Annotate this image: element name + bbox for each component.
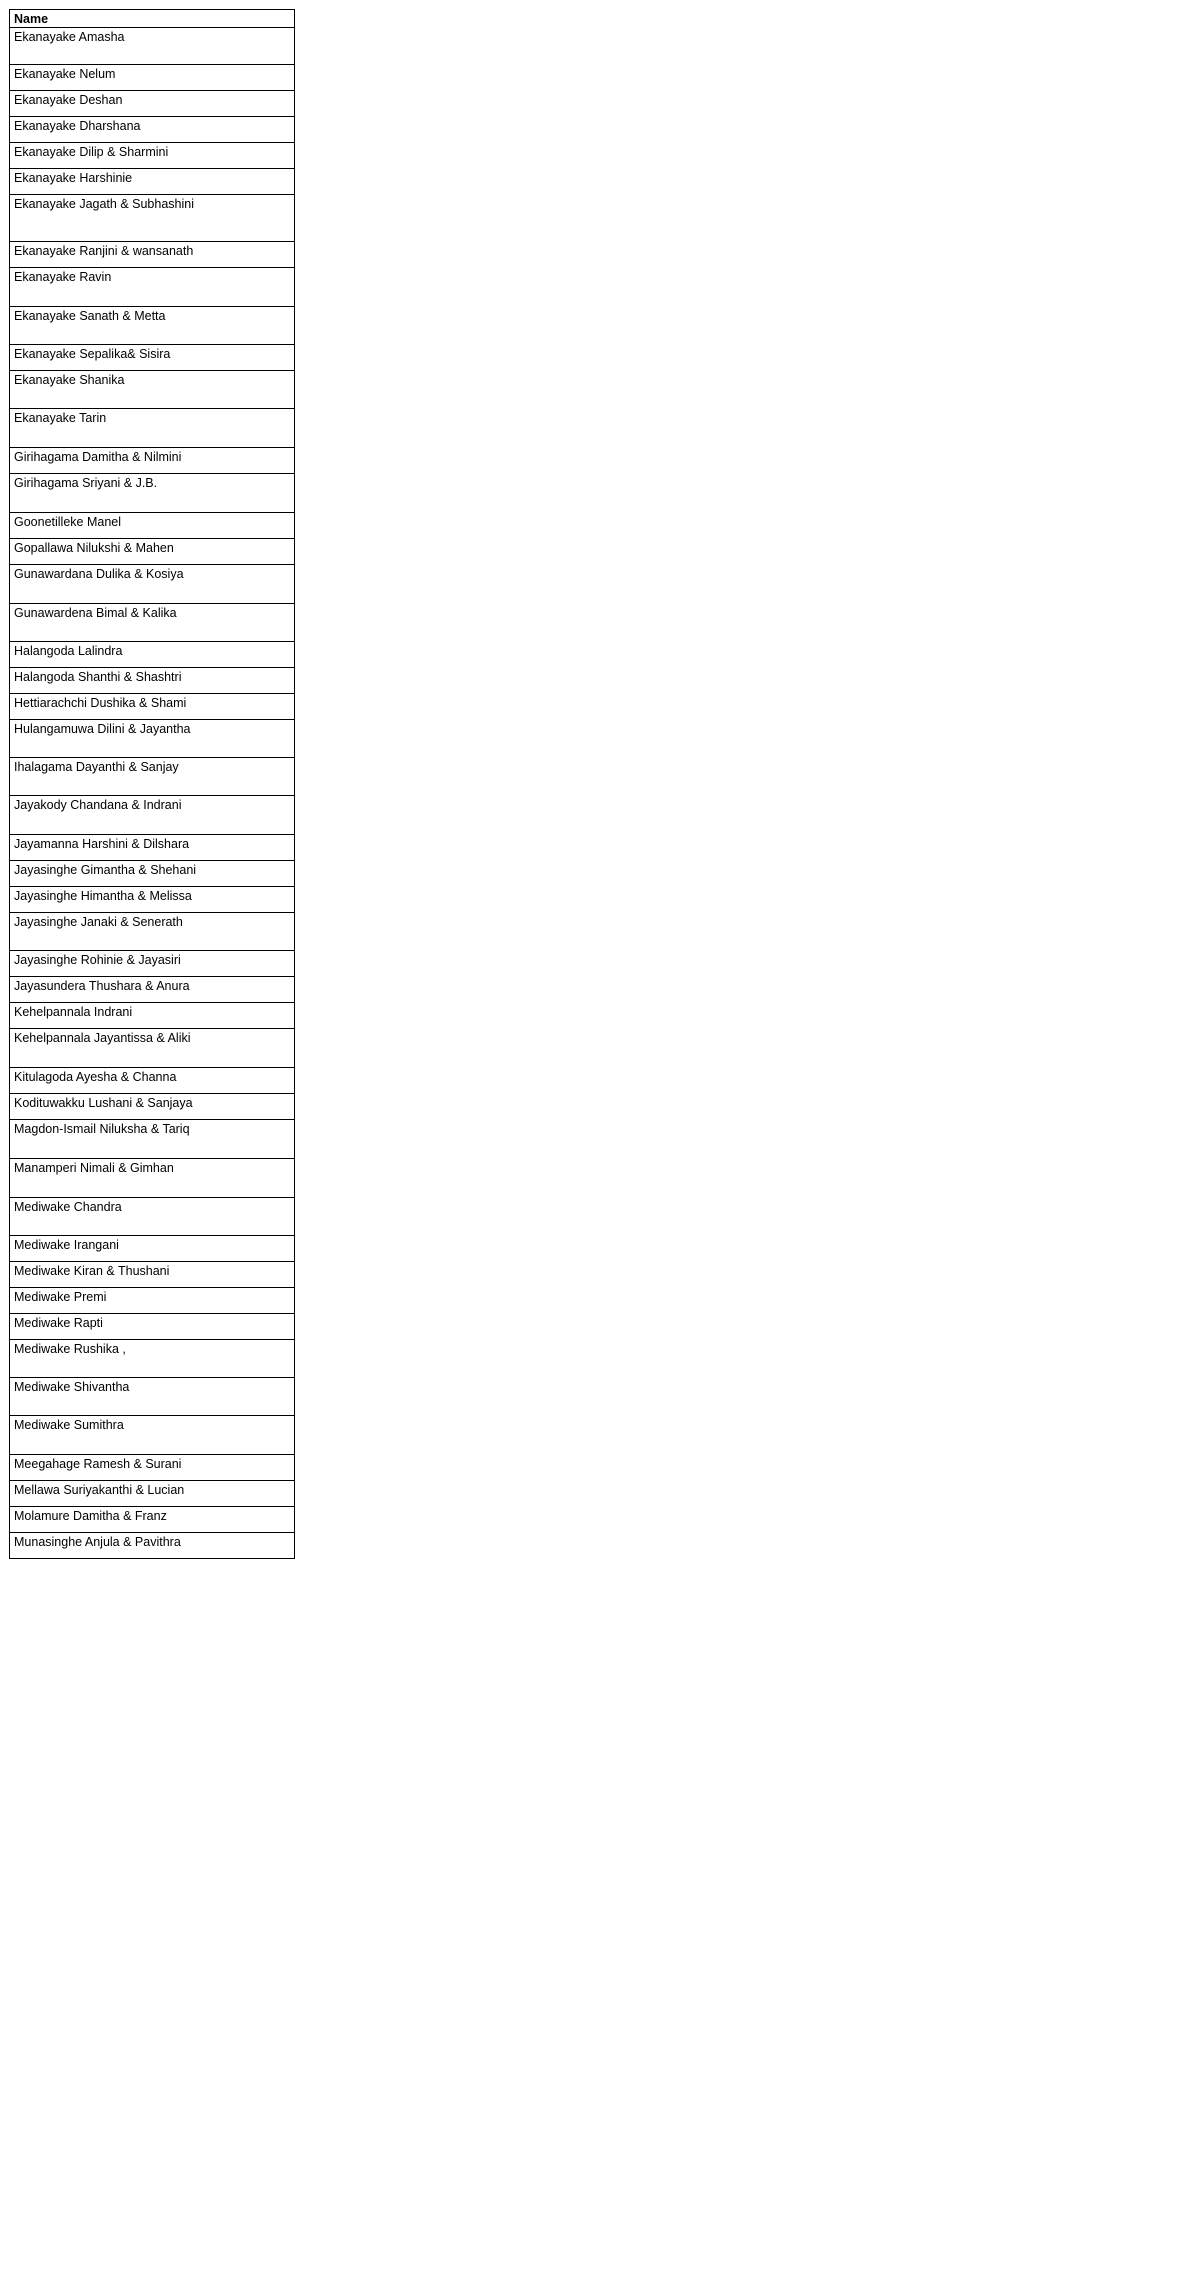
table-row: [10, 1120, 295, 1159]
table-row: [10, 345, 295, 371]
cell-name: Ekanayake Harshinie: [10, 169, 295, 195]
cell-name: Ihalagama Dayanthi & Sanjay: [10, 758, 295, 796]
cell-name: Ekanayake Deshan: [10, 91, 295, 117]
cell-name: Ekanayake Shanika: [10, 371, 295, 409]
table-row: [10, 642, 295, 668]
table-row: [10, 371, 295, 409]
cell-name: Jayamanna Harshini & Dilshara: [10, 835, 295, 861]
cell-name: Gunawardena Bimal & Kalika: [10, 604, 295, 642]
cell-name: Mediwake Shivantha: [10, 1378, 295, 1416]
cell-name: Ekanayake Sanath & Metta: [10, 307, 295, 345]
table-row: [10, 1507, 295, 1533]
cell-name: Ekanayake Dilip & Sharmini: [10, 143, 295, 169]
table-row: [10, 720, 295, 758]
table-row: [10, 1481, 295, 1507]
cell-name: Ekanayake Nelum: [10, 65, 295, 91]
cell-name: Goonetilleke Manel: [10, 513, 295, 539]
table-row: [10, 1159, 295, 1198]
table-row: [10, 1378, 295, 1416]
table-row: [10, 474, 295, 513]
table-row: [10, 539, 295, 565]
cell-name: Jayakody Chandana & Indrani: [10, 796, 295, 835]
table-row: [10, 513, 295, 539]
table-row: [10, 796, 295, 835]
table-row: [10, 1236, 295, 1262]
cell-name: Mediwake Rushika ,: [10, 1340, 295, 1378]
table-row: [10, 758, 295, 796]
cell-name: Ekanayake Amasha: [10, 28, 295, 65]
table-row: [10, 91, 295, 117]
table-row: [10, 565, 295, 604]
table-row: [10, 861, 295, 887]
cell-name: Jayasinghe Rohinie & Jayasiri: [10, 951, 295, 977]
cell-name: Ekanayake Jagath & Subhashini: [10, 195, 295, 242]
cell-name: Hettiarachchi Dushika & Shami: [10, 694, 295, 720]
cell-name: Magdon-Ismail Niluksha & Tariq: [10, 1120, 295, 1159]
table-row: [10, 694, 295, 720]
cell-name: Ekanayake Ranjini & wansanath: [10, 242, 295, 268]
table-row: [10, 195, 295, 242]
table-row: [10, 1288, 295, 1314]
cell-name: Mediwake Premi: [10, 1288, 295, 1314]
cell-name: Kehelpannala Indrani: [10, 1003, 295, 1029]
cell-name: Gunawardana Dulika & Kosiya: [10, 565, 295, 604]
table-row: [10, 1314, 295, 1340]
cell-name: Jayasundera Thushara & Anura: [10, 977, 295, 1003]
table-row: [10, 1455, 295, 1481]
column-header-name: Name: [10, 10, 295, 28]
table-row: [10, 28, 295, 65]
cell-name: Hulangamuwa Dilini & Jayantha: [10, 720, 295, 758]
table-row: [10, 242, 295, 268]
table-header: [10, 10, 295, 28]
cell-name: Kodituwakku Lushani & Sanjaya: [10, 1094, 295, 1120]
cell-name: Halangoda Lalindra: [10, 642, 295, 668]
cell-name: Halangoda Shanthi & Shashtri: [10, 668, 295, 694]
table-row: [10, 169, 295, 195]
table-header-row: [10, 10, 295, 28]
table-row: [10, 307, 295, 345]
cell-name: Meegahage Ramesh & Surani: [10, 1455, 295, 1481]
cell-name: Ekanayake Tarin: [10, 409, 295, 448]
table-row: [10, 887, 295, 913]
table-row: [10, 1416, 295, 1455]
cell-name: Ekanayake Ravin: [10, 268, 295, 307]
cell-name: Munasinghe Anjula & Pavithra: [10, 1533, 295, 1559]
table-row: [10, 409, 295, 448]
cell-name: Mediwake Rapti: [10, 1314, 295, 1340]
cell-name: Mediwake Kiran & Thushani: [10, 1262, 295, 1288]
table-row: [10, 604, 295, 642]
table-row: [10, 448, 295, 474]
cell-name: Mediwake Sumithra: [10, 1416, 295, 1455]
table-row: [10, 1533, 295, 1559]
cell-name: Gopallawa Nilukshi & Mahen: [10, 539, 295, 565]
table-body: [10, 28, 295, 1559]
table-row: [10, 117, 295, 143]
table-row: [10, 913, 295, 951]
table-row: [10, 1094, 295, 1120]
table-row: [10, 65, 295, 91]
table-row: [10, 951, 295, 977]
table-row: [10, 143, 295, 169]
name-table: [9, 9, 295, 1559]
table-row: [10, 835, 295, 861]
table-row: [10, 1340, 295, 1378]
table-row: [10, 668, 295, 694]
cell-name: Mediwake Irangani: [10, 1236, 295, 1262]
cell-name: Mediwake Chandra: [10, 1198, 295, 1236]
table-row: [10, 1029, 295, 1068]
cell-name: Kitulagoda Ayesha & Channa: [10, 1068, 295, 1094]
table-row: [10, 1068, 295, 1094]
cell-name: Girihagama Damitha & Nilmini: [10, 448, 295, 474]
cell-name: Girihagama Sriyani & J.B.: [10, 474, 295, 513]
table-row: [10, 977, 295, 1003]
cell-name: Ekanayake Dharshana: [10, 117, 295, 143]
table-row: [10, 1003, 295, 1029]
cell-name: Jayasinghe Janaki & Senerath: [10, 913, 295, 951]
cell-name: Molamure Damitha & Franz: [10, 1507, 295, 1533]
cell-name: Jayasinghe Himantha & Melissa: [10, 887, 295, 913]
cell-name: Manamperi Nimali & Gimhan: [10, 1159, 295, 1198]
cell-name: Mellawa Suriyakanthi & Lucian: [10, 1481, 295, 1507]
cell-name: Jayasinghe Gimantha & Shehani: [10, 861, 295, 887]
table-row: [10, 1198, 295, 1236]
cell-name: Kehelpannala Jayantissa & Aliki: [10, 1029, 295, 1068]
cell-name: Ekanayake Sepalika& Sisira: [10, 345, 295, 371]
table-row: [10, 268, 295, 307]
table-row: [10, 1262, 295, 1288]
